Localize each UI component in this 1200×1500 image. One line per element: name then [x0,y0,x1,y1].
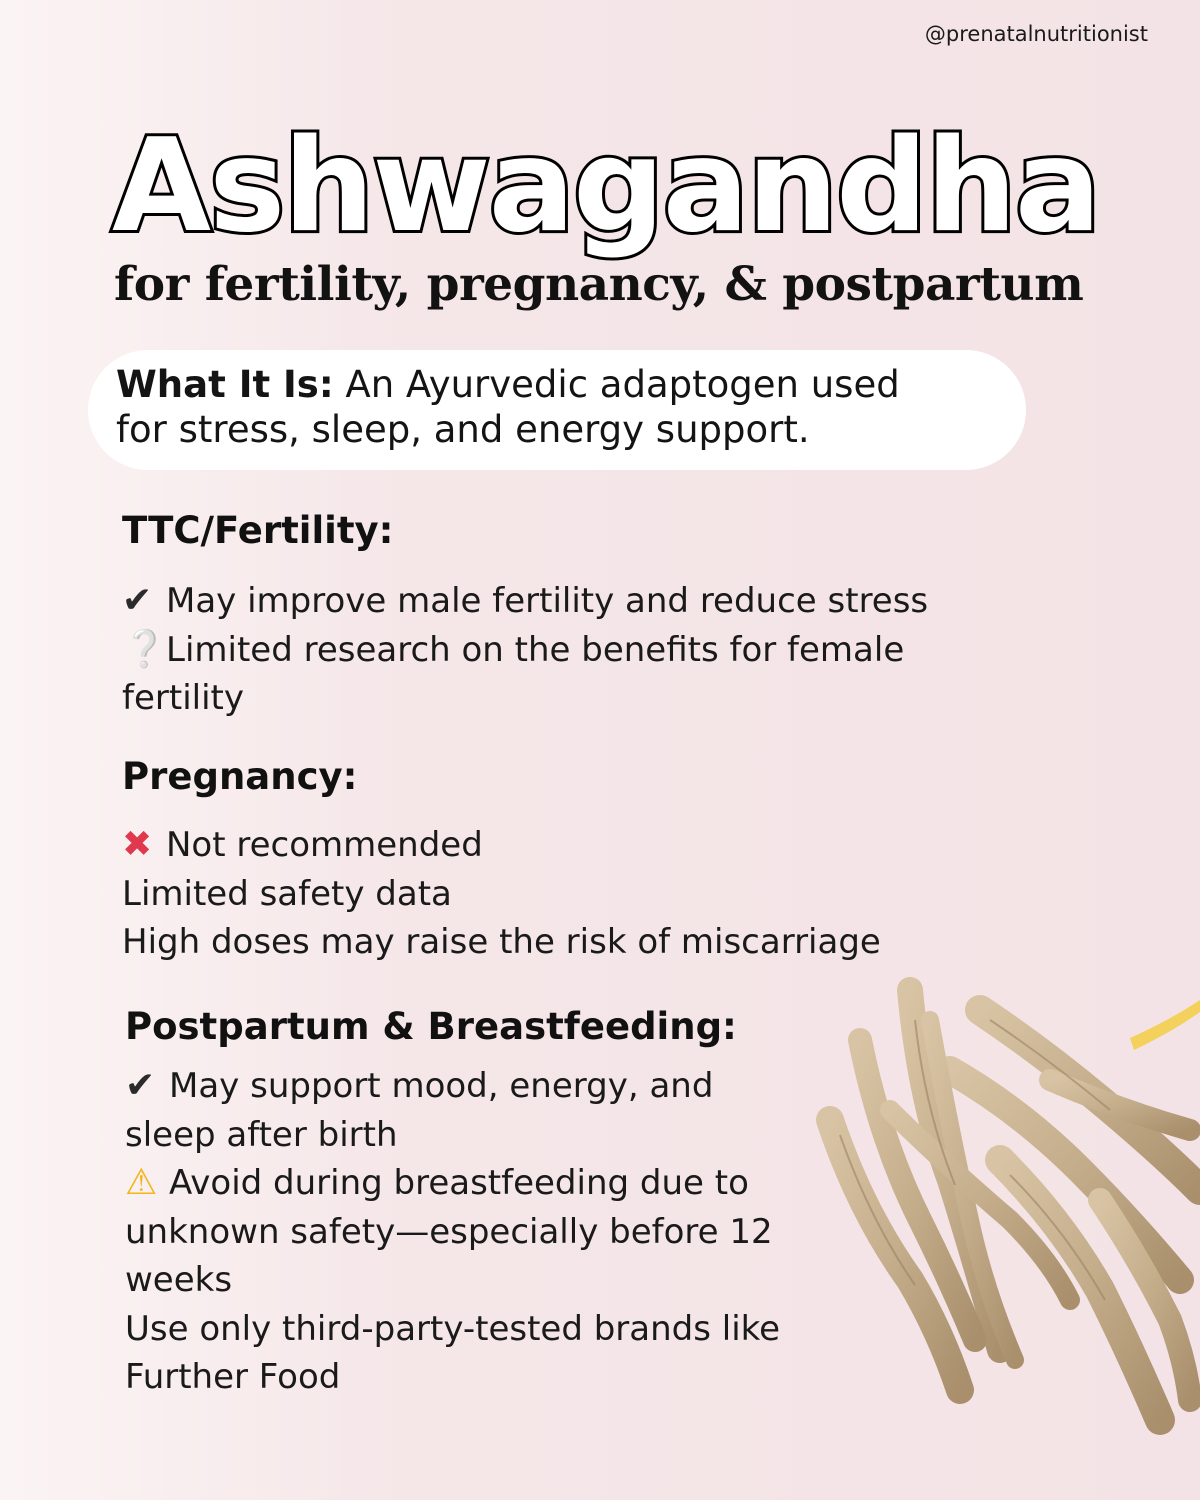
list-item: ❔Limited research on the benefits for female [122,626,928,675]
list-item: High doses may raise the risk of miscarriage [122,922,881,962]
list-item: fertility [122,678,244,718]
what-it-is-line-1: An Ayurvedic adaptogen used [345,363,900,406]
section-body-pregnancy [122,821,881,967]
check-icon: ✔ [125,1065,156,1106]
page-subtitle: for fertility, pregnancy, & postpartum [114,257,1084,312]
warning-icon: ⚠ [125,1162,158,1203]
section-heading-pregnancy: Pregnancy: [122,755,358,798]
ashwagandha-roots-image [800,960,1200,1440]
section-body-postpartum [125,1062,780,1402]
section-body-fertility [122,577,928,723]
what-it-is-line-2: for stress, sleep, and energy support. [116,408,810,451]
list-item: Use only third-party-tested brands like [125,1308,781,1349]
section-heading-postpartum: Postpartum & Breastfeeding: [125,1005,737,1048]
list-item: unknown safety—especially before 12 [125,1211,773,1252]
cross-icon: ✖ [122,824,153,865]
question-icon: ❔ [122,628,167,670]
list-item: Further Food [125,1357,341,1397]
handle: @prenatalnutritionist [924,22,1148,46]
what-it-is-label: What It Is: [116,363,334,406]
list-item: sleep after birth [125,1114,398,1155]
list-item: weeks [125,1260,233,1300]
page-title: Ashwagandha [112,112,1100,261]
list-item: ✔ May support mood, energy, and [125,1062,780,1111]
list-item: ✔ May improve male fertility and reduce stress [122,577,928,626]
list-item: ⚠ Avoid during breastfeeding due to [125,1159,780,1208]
section-heading-fertility: TTC/Fertility: [122,509,394,552]
check-icon: ✔ [122,580,153,621]
what-it-is-text [116,362,976,452]
list-item: ✖ Not recommended [122,821,881,870]
list-item: Limited safety data [122,873,452,914]
